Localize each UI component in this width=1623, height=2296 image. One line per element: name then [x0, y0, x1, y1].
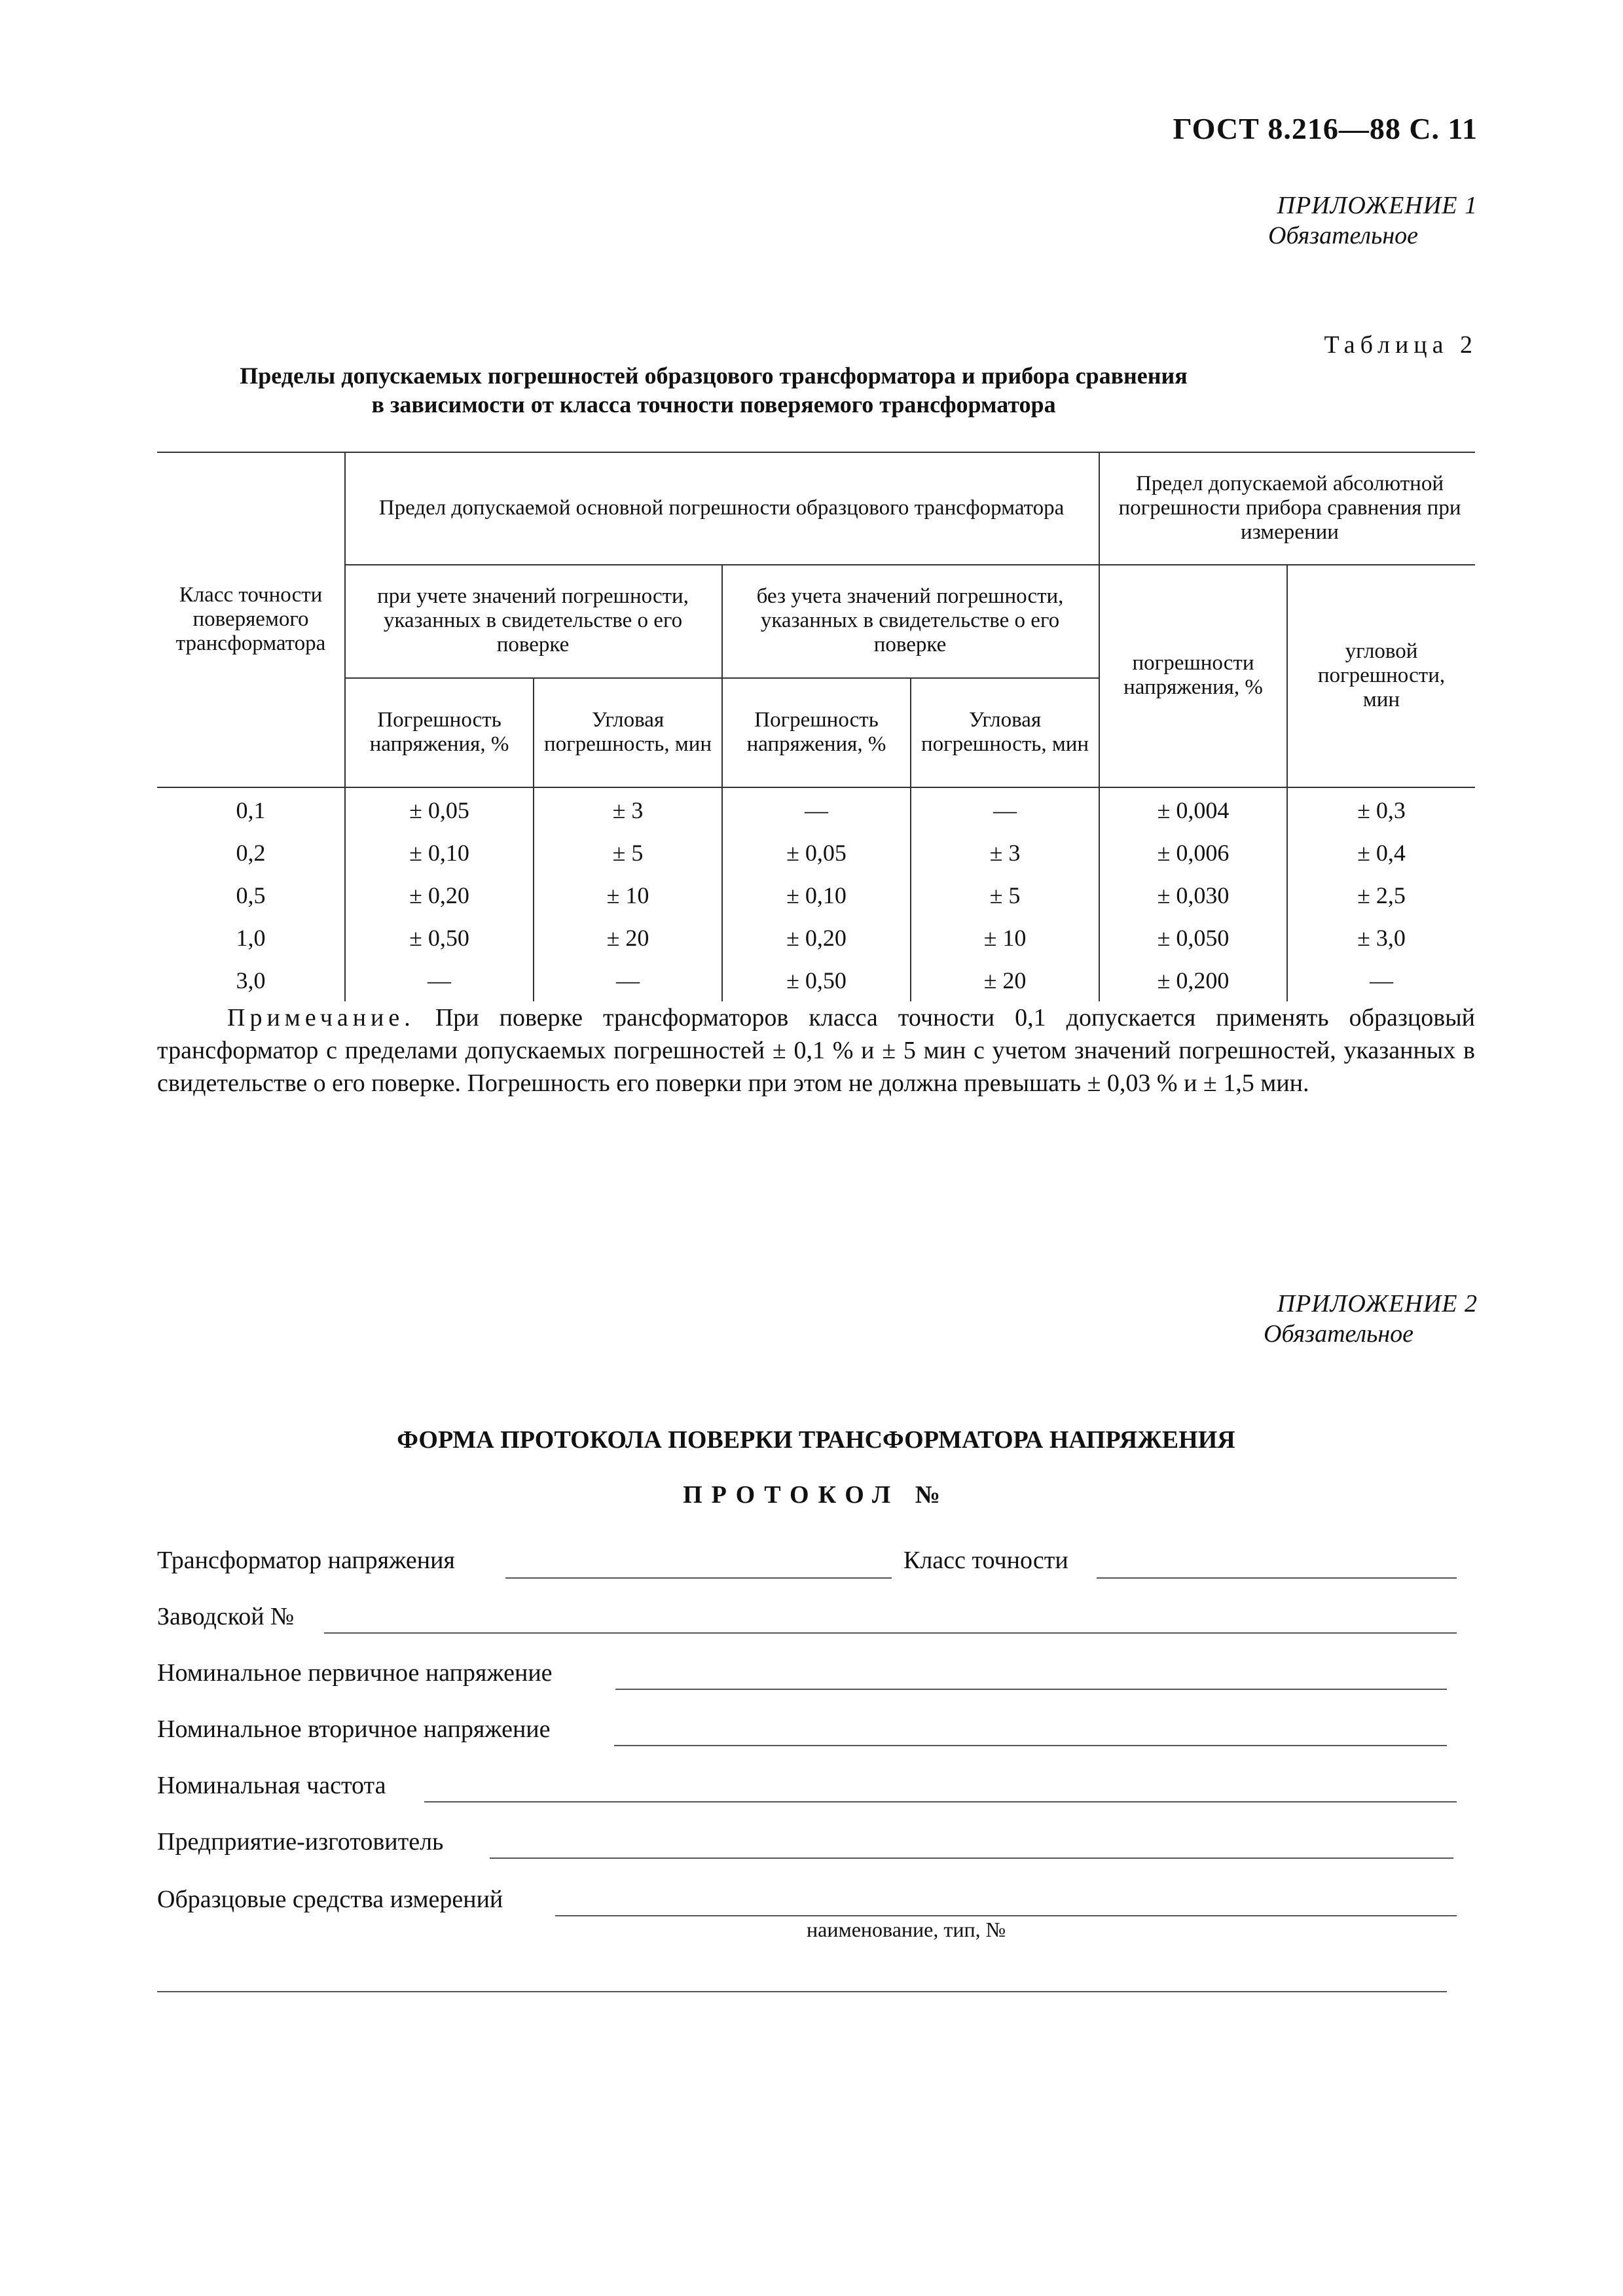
form-title: ФОРМА ПРОТОКОЛА ПОВЕРКИ ТРАНСФОРМАТОРА НАПРЯЖЕНИЯ [397, 1426, 1235, 1454]
manufacturer-label: Предприятие-изготовитель [157, 1828, 444, 1856]
header-class: Класс точности поверяемого трансформатора [175, 583, 326, 655]
cell-value: ± 10 [606, 882, 649, 908]
table-title [157, 361, 1467, 419]
cell-value: — [805, 797, 828, 823]
manufacturer-field[interactable] [490, 1857, 1453, 1859]
appendix-2-title: ПРИЛОЖЕНИЕ 2 [1277, 1290, 1478, 1318]
cell-value: ± 0,4 [1357, 840, 1406, 866]
cell-value: ± 0,20 [409, 882, 469, 908]
header-with-certificate: при учете значений погрешности, указанных в свидетельстве о его поверке [377, 584, 689, 656]
cell-value: ± 0,200 [1157, 967, 1230, 994]
cell-value: ± 2,5 [1357, 882, 1406, 908]
cell-value: ± 0,030 [1157, 882, 1230, 908]
table-number: Таблица 2 [1324, 331, 1478, 359]
class-field[interactable] [1097, 1577, 1457, 1579]
cell-value: ± 0,50 [786, 967, 847, 994]
header-comparator-angle: угловой погрешности, мин [1317, 639, 1446, 711]
table-title-line-1: Пределы допускаемых погрешностей образцового трансформатора и прибора сравнения [240, 363, 1188, 389]
transformer-label: Трансформатор напряжения [157, 1547, 455, 1574]
frequency-field[interactable] [424, 1801, 1457, 1803]
cell-value: ± 0,20 [786, 925, 847, 951]
cell-class: 3,0 [236, 967, 266, 994]
cell-value: ± 5 [989, 882, 1021, 908]
cell-value: ± 0,004 [1157, 797, 1230, 823]
cell-class: 1,0 [236, 925, 266, 951]
cell-class: 0,5 [236, 882, 266, 908]
table-title-line-2: в зависимости от класса точности поверяемого трансформатора [371, 391, 1056, 418]
cell-value: ± 0,3 [1357, 797, 1406, 823]
header-voltage-error-2: Погрешность напряжения, % [746, 708, 886, 756]
header-angle-error-2: Угловая погрешность, мин [921, 708, 1089, 756]
cell-value: ± 3 [612, 797, 644, 823]
cell-value: — [428, 967, 451, 994]
serial-label: Заводской № [157, 1603, 295, 1630]
cell-value: ± 0,05 [409, 797, 469, 823]
header-comparator-group: Предел допускаемой абсолютной погрешности прибора сравнения при измерении [1118, 471, 1461, 544]
cell-value: ± 0,006 [1157, 840, 1230, 866]
header-without-certificate: без учета значений погрешности, указанных в свидетельстве о его поверке [756, 584, 1064, 656]
note-text: При поверке трансформаторов класса точности 0,1 допускается применять образцовый трансформатор с пределами допускаемых погрешностей ± 0,1 % и ± 5 мин с учетом значений погрешностей, указанных в свидетельстве о его поверке. Погрешность его поверки при этом не должна превышать ± 0,03 % и ± 1,5 мин. [157, 1004, 1476, 1097]
primary-voltage-field[interactable] [615, 1689, 1447, 1690]
appendix-1-subtitle: Обязательное [1268, 222, 1419, 249]
cell-class: 0,1 [236, 797, 266, 823]
class-label: Класс точности [903, 1547, 1068, 1574]
cell-value: — [616, 967, 640, 994]
instruments-label: Образцовые средства измерений [157, 1886, 503, 1913]
instruments-continuation-field[interactable] [157, 1991, 1447, 1992]
header-angle-error-1: Угловая погрешность, мин [543, 708, 712, 756]
primary-voltage-label: Номинальное первичное напряжение [157, 1659, 553, 1687]
cell-value: ± 20 [606, 925, 649, 951]
appendix-1-title: ПРИЛОЖЕНИЕ 1 [1277, 192, 1478, 219]
frequency-label: Номинальная частота [157, 1772, 386, 1799]
cell-value: ± 5 [612, 840, 644, 866]
protocol-heading: ПРОТОКОЛ № [683, 1481, 949, 1509]
header-comparator-voltage: погрешности напряжения, % [1123, 651, 1263, 699]
cell-value: — [1370, 967, 1393, 994]
serial-field[interactable] [324, 1632, 1457, 1634]
cell-value: ± 0,10 [409, 840, 469, 866]
cell-value: ± 10 [983, 925, 1027, 951]
secondary-voltage-label: Номинальное вторичное напряжение [157, 1715, 551, 1743]
transformer-field[interactable] [505, 1577, 892, 1579]
cell-value: — [993, 797, 1017, 823]
cell-value: ± 3,0 [1357, 925, 1406, 951]
cell-value: ± 3 [989, 840, 1021, 866]
table-note [157, 1001, 1475, 1100]
header-reference-group: Предел допускаемой основной погрешности образцового трансформатора [378, 495, 1065, 520]
document-id: ГОСТ 8.216—88 С. 11 [1173, 112, 1478, 145]
instruments-field[interactable] [555, 1915, 1457, 1916]
cell-value: ± 20 [983, 967, 1027, 994]
header-voltage-error-1: Погрешность напряжения, % [369, 708, 509, 756]
note-label: Примечание. [227, 1004, 415, 1031]
cell-value: ± 0,05 [786, 840, 847, 866]
instruments-hint: наименование, тип, № [807, 1918, 1006, 1941]
cell-class: 0,2 [236, 840, 266, 866]
cell-value: ± 0,50 [409, 925, 469, 951]
cell-value: ± 0,10 [786, 882, 847, 908]
secondary-voltage-field[interactable] [614, 1745, 1447, 1746]
cell-value: ± 0,050 [1157, 925, 1230, 951]
appendix-2-subtitle: Обязательное [1264, 1320, 1414, 1348]
